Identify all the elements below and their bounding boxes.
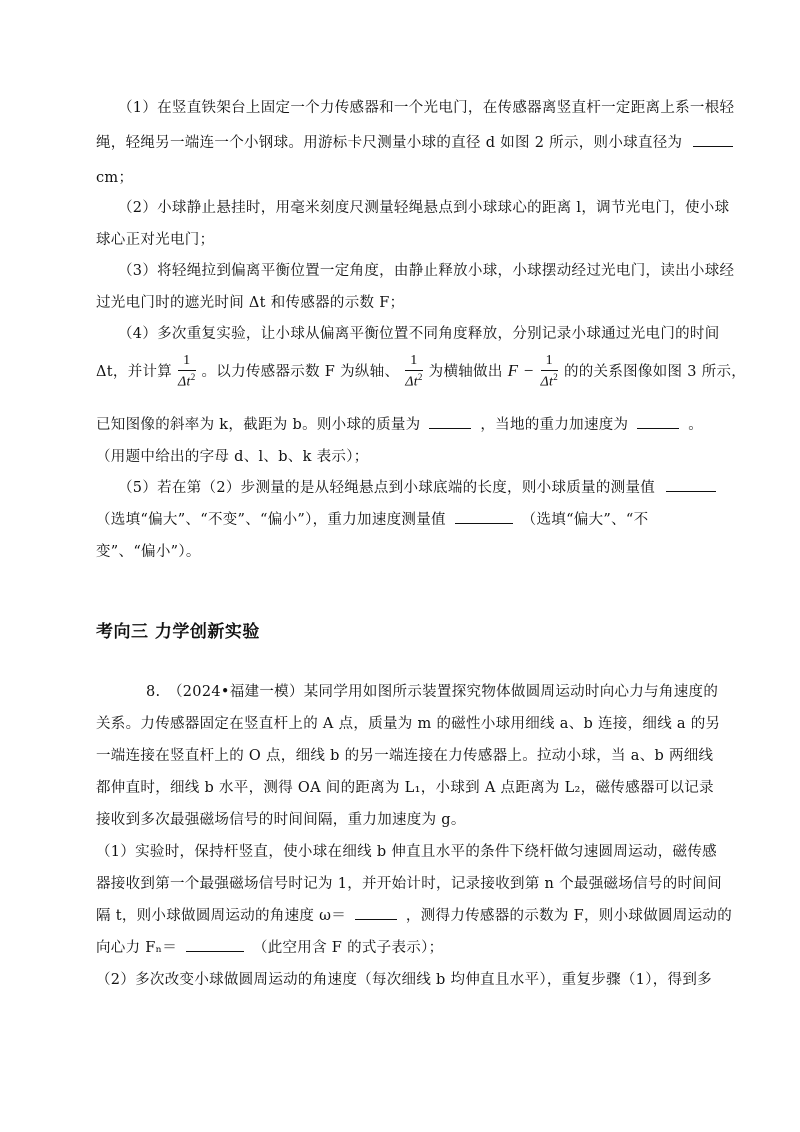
q2-line-1: （2）小球静止悬挂时，用毫米刻度尺测量轻绳悬点到小球球心的距离 l，调节光电门，使小球 (118, 200, 730, 216)
q4-text-c: 为横轴做出 (428, 363, 503, 380)
p8-line-2: 关系。力传感器固定在竖直杆上的 A 点，质量为 m 的磁性小球用细线 a、b 连接，细线 a 的另 (96, 716, 721, 732)
s1-text-force: ，测得力传感器的示数为 F，则小球做圆周运动的 (405, 908, 732, 924)
section-heading: 考向三 力学创新实验 (96, 622, 260, 642)
answer-blank-centripetal-force[interactable] (186, 939, 244, 952)
q5-line-2 (96, 508, 648, 529)
s1-text-note: （此空用含 F 的式子表示）； (252, 940, 444, 956)
q4-line-1: （4）多次重复实验，让小球从偏离平衡位置不同角度释放，分别记录小球通过光电门的时间 (118, 326, 720, 342)
s1-line-2: 器接收到第一个最强磁场信号时记为 1，并开始计时，记录接收到第 n 个最强磁场信号的时间间 (96, 876, 722, 892)
q4-line-2 (96, 354, 746, 390)
q4-text-a: Δt，并计算 (96, 363, 173, 380)
frac-den-base: Δt (178, 374, 191, 390)
answer-blank-gravity[interactable] (637, 416, 679, 429)
frac-den-exp: 2 (553, 372, 559, 382)
q4-line-4: （用题中给出的字母 d、l、b、k 表示）； (96, 449, 369, 465)
s2-line-1: （2）多次改变小球做圆周运动的角速度（每次细线 b 均伸直且水平），重复步骤（1），得到多 (96, 972, 712, 988)
answer-blank-omega[interactable] (355, 907, 397, 920)
q3-line-1: （3）将轻绳拉到偏离平衡位置一定角度，由静止释放小球，小球摆动经过光电门，读出小球经 (118, 263, 735, 279)
answer-blank-diameter[interactable] (693, 134, 733, 147)
q1-line-1: （1）在竖直铁架台上固定一个力传感器和一个光电门，在传感器离竖直杆一定距离上系一根轻 (118, 100, 735, 116)
q5-text-b: （选填“偏大”、“不变”、“偏小”），重力加速度测量值 (96, 512, 446, 528)
q4-text-b: 。以力传感器示数 F 为纵轴、 (201, 363, 400, 380)
frac-denominator (178, 371, 196, 390)
q5-text-c: （选填“偏大”、“不 (521, 512, 649, 528)
s1-line-3 (96, 904, 732, 925)
q5-text-a: （5）若在第（2）步测量的是从轻绳悬点到小球底端的长度，则小球质量的测量值 (118, 480, 656, 496)
frac-den-exp: 2 (417, 372, 423, 382)
q5-line-3: 变”、“偏小”）。 (96, 544, 201, 560)
q4-text-end: 。 (688, 417, 703, 433)
q4-text-gravity: ，当地的重力加速度为 (480, 417, 629, 433)
s1-line-1: （1）实验时，保持杆竖直，使小球在细线 b 伸直且水平的条件下绕杆做匀速圆周运动，磁传感 (96, 844, 717, 860)
q1-line-3: cm； (96, 170, 134, 186)
frac-numerator: 1 (405, 354, 423, 371)
q1-line-2 (96, 131, 733, 152)
fraction-one-over-dt2-b (405, 354, 423, 390)
s1-line-4 (96, 936, 443, 957)
answer-blank-gravity-measure[interactable] (455, 511, 513, 524)
q5-line-1 (118, 476, 716, 497)
frac-numerator: 1 (541, 354, 559, 371)
p8-line-1: 8. （2024•福建一模）某同学用如图所示装置探究物体做圆周运动时向心力与角速度的 (146, 684, 719, 700)
p8-line-4: 都伸直时，细线 b 水平，测得 OA 间的距离为 L₁，小球到 A 点距离为 L₂，磁传感器可以记录 (96, 780, 714, 796)
s1-text-omega: 隔 t，则小球做圆周运动的角速度 ω＝ (96, 908, 347, 924)
q4-text-d: 的的关系图像如图 3 所示， (563, 363, 747, 380)
frac-denominator (541, 371, 559, 390)
frac-den-exp: 2 (190, 372, 196, 382)
q4-text-mass: 已知图像的斜率为 k，截距为 b。则小球的质量为 (96, 417, 421, 433)
p8-line-3: 一端连接在竖直杆上的 O 点，细线 b 的另一端连接在力传感器上。拉动小球，当 a、b 两细线 (96, 748, 714, 764)
q3-line-2: 过光电门时的遮光时间 Δt 和传感器的示数 F； (96, 295, 405, 311)
fraction-one-over-dt2-a (178, 354, 196, 390)
answer-blank-mass[interactable] (429, 416, 471, 429)
frac-den-base: Δt (405, 374, 418, 390)
q1-line-2-text: 绳，轻绳另一端连一个小钢球。用游标卡尺测量小球的直径 d 如图 2 所示，则小球直径为 (96, 135, 683, 151)
frac-denominator (405, 371, 423, 390)
math-f-minus: F − (507, 360, 535, 380)
frac-den-base: Δt (540, 374, 554, 390)
fraction-one-over-dt2-c (541, 354, 559, 390)
s1-text-fn: 向心力 Fₙ＝ (96, 940, 178, 956)
q4-line-3 (96, 413, 703, 434)
q2-line-2: 球心正对光电门； (96, 232, 215, 248)
frac-numerator: 1 (178, 354, 196, 371)
p8-line-5: 接收到多次最强磁场信号的时间间隔，重力加速度为 g。 (96, 812, 466, 828)
answer-blank-mass-measure[interactable] (666, 479, 716, 492)
